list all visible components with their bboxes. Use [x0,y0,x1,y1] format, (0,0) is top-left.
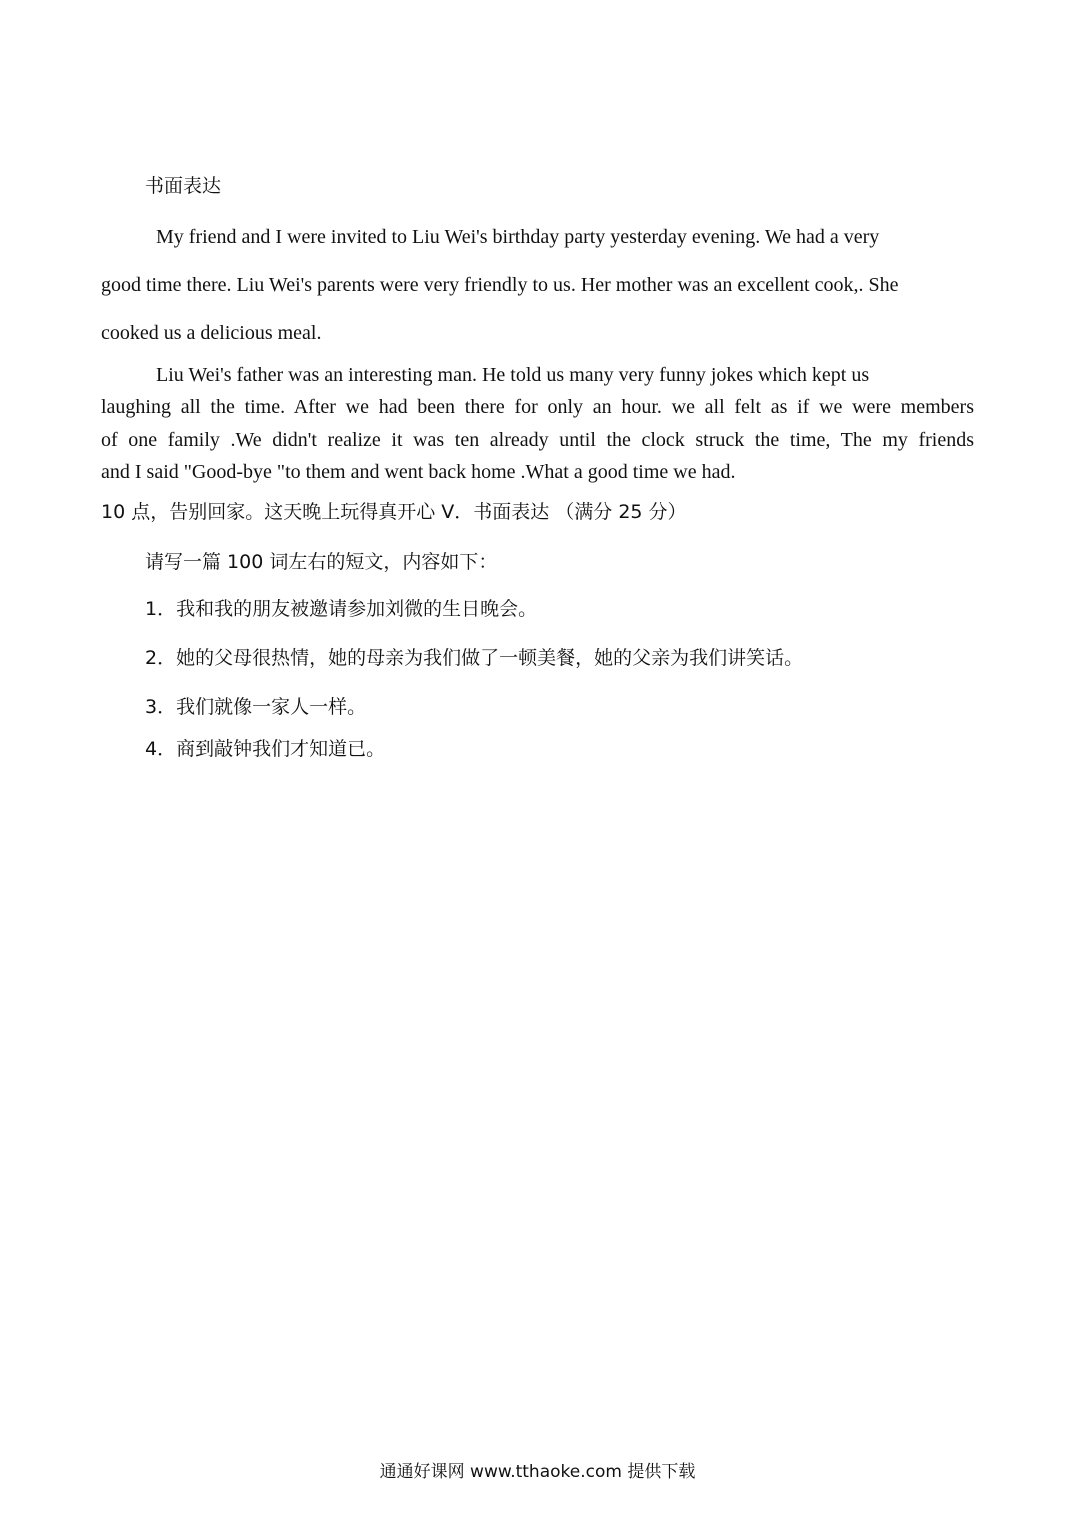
essay-p1-line-1: My friend and I were invited to Liu Wei's birthday party yesterday evening. We had a very [156,226,880,248]
point-item-1: 1．我和我的朋友被邀请参加刘微的生日晚会。 [145,598,538,620]
page-footer: 通通好课网 www.tthaoke.com 提供下载 [379,1462,696,1482]
point-item-3: 3．我们就像一家人一样。 [145,696,367,718]
section-heading: 书面表达 [145,175,222,197]
essay-p1-line-2: good time there. Liu Wei's parents were very friendly to us. Her mother was an excellent cook,. She [101,274,899,296]
essay-p1-line-3: cooked us a delicious meal. [101,322,322,344]
essay-p2-line-1: Liu Wei's father was an interesting man. He told us many very funny jokes which kept us [156,364,870,386]
essay-p2-line-2: laughing all the time. After we had been there for only an hour. we all felt as if we were members [101,396,974,418]
essay-p2-line-3: of one family .We didn't realize it was ten already until the clock struck the time, The my friends [101,429,974,451]
essay-p2-line-4: and I said "Good-bye "to them and went back home .What a good time we had. [101,461,736,483]
outline-line: 10 点，告别回家。这天晚上玩得真开心 V．书面表达 （满分 25 分） [101,501,687,523]
point-item-4: 4．商到敲钟我们才知道已。 [145,738,386,760]
instruction: 请写一篇 100 词左右的短文，内容如下： [145,551,498,573]
point-item-2: 2．她的父母很热情，她的母亲为我们做了一顿美餐，她的父亲为我们讲笑话。 [145,647,804,669]
